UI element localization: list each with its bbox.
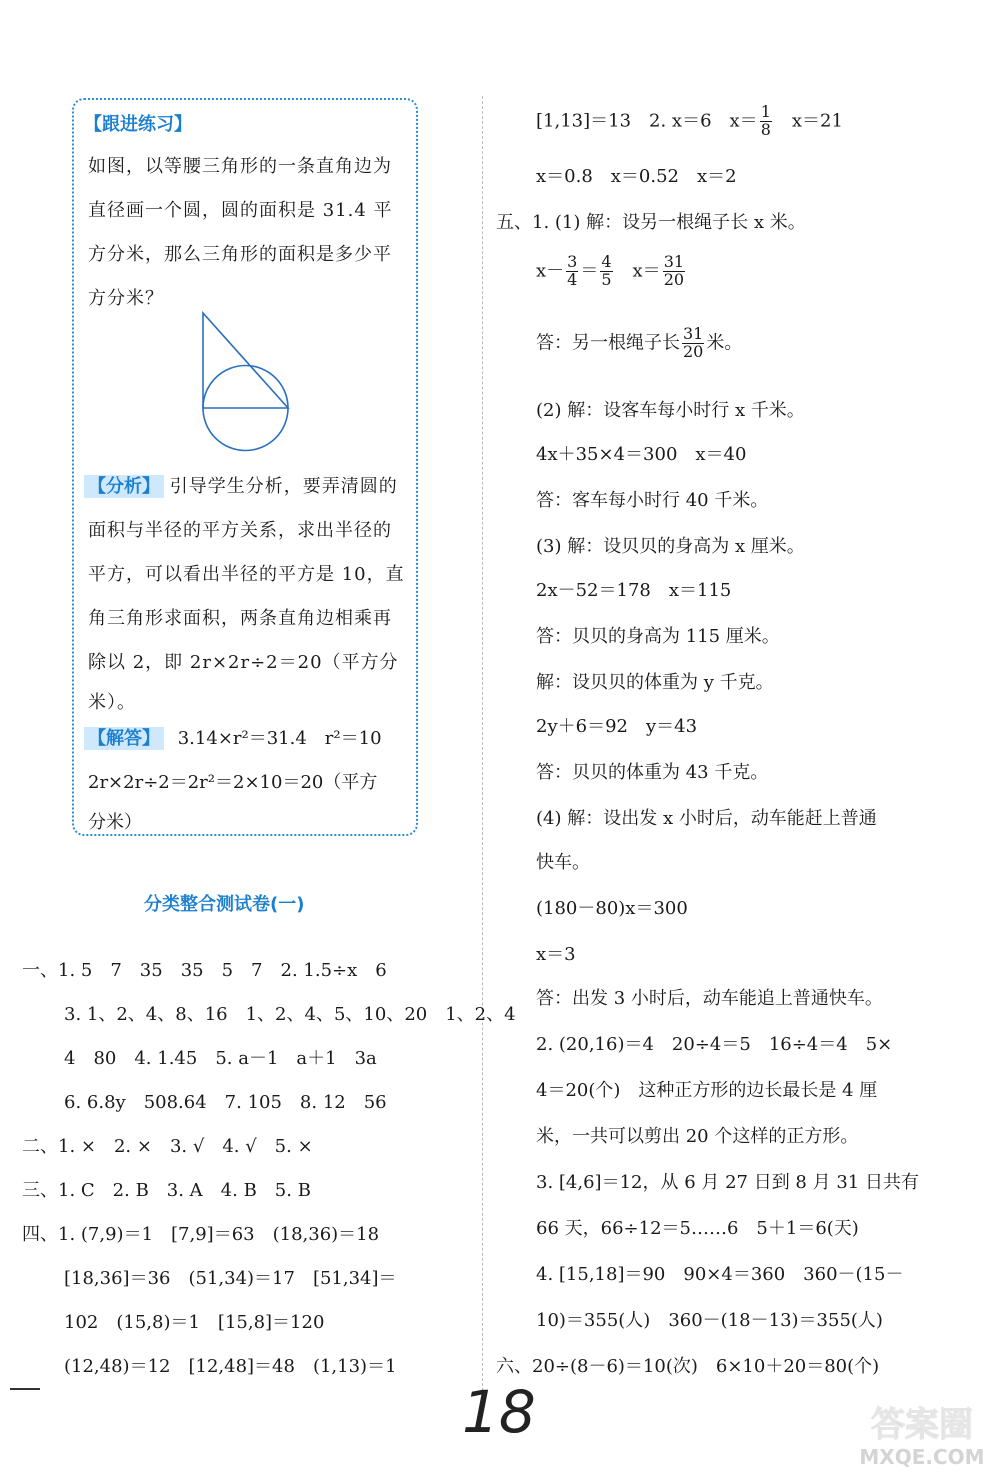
svg-text:答案圈: 答案圈 [871, 1405, 973, 1445]
answer-text: x＝21 [791, 110, 843, 132]
answer-line: 66 天，66÷12＝5……6 5＋1＝6(天) [536, 1218, 859, 1239]
practice-line: 如图，以等腰三角形的一条直角边为 [88, 156, 392, 177]
practice-line: 方分米？ [88, 288, 164, 309]
answer-line: 4 80 4. 1.45 5. a－1 a＋1 3a [64, 1048, 377, 1069]
answer-line-with-fraction [536, 104, 843, 139]
svg-text:MXQE.COM: MXQE.COM [859, 1445, 985, 1469]
fraction: $\frac{1}{8}$ [760, 102, 771, 139]
answer-line: 2r×2r÷2＝2r²＝2×10＝20（平方 [88, 772, 378, 793]
fraction: $\frac{31}{20}$ [663, 252, 685, 289]
answer-line: 2x－52＝178 x＝115 [536, 580, 732, 601]
answer-line: 快车。 [536, 852, 590, 873]
answer-line: 4. [15,18]＝90 90×4＝360 360－(15－ [536, 1264, 904, 1285]
answer-line: 六、20÷(8－6)＝10(次) 6×10＋20＝80(个) [496, 1356, 880, 1377]
watermark-graphic [852, 1400, 992, 1472]
answer-line: 10)＝355(人) 360－(18－13)＝355(人) [536, 1310, 883, 1331]
fraction: $\frac{31}{20}$ [683, 324, 704, 361]
answer-line: 3.14×r²＝31.4 r²＝10 [177, 728, 382, 749]
analysis-line: 除以 2，即 2r×2r÷2＝20（平方分 [88, 652, 399, 673]
answer-line: 二、1. × 2. × 3. √ 4. √ 5. × [22, 1136, 313, 1157]
analysis-line: 角三角形求面积，两条直角边相乘再 [88, 608, 392, 629]
answer-line: 答：出发 3 小时后，动车能追上普通快车。 [536, 988, 883, 1009]
practice-line: 方分米，那么三角形的面积是多少平 [88, 244, 392, 265]
equation-line: x－ $\frac{3}{4}$ ＝ $\frac{4}{5}$ x＝ $\frac{31}{20}$ [536, 252, 685, 289]
answer-line: 一、1. 5 7 35 35 5 7 2. 1.5÷x 6 [22, 960, 387, 981]
answer-line: 分米） [88, 812, 142, 833]
watermark-logo [852, 1400, 992, 1472]
corner-mark [10, 1388, 40, 1390]
answer-text: [1,13]＝13 2. x＝6 x＝ [536, 110, 758, 132]
answer-line-with-fraction: 答：另一根绳子长 $\frac{31}{20}$ 米。 [536, 324, 743, 361]
practice-title: 【跟进练习】 [84, 114, 192, 135]
answer-line: 解：设贝贝的体重为 y 千克。 [536, 672, 774, 693]
answer-line: (12,48)＝12 [12,48]＝48 (1,13)＝1 [64, 1356, 397, 1377]
fraction: $\frac{3}{4}$ [567, 252, 578, 289]
answer-line: (3) 解：设贝贝的身高为 x 厘米。 [536, 536, 805, 557]
analysis-tag: 【分析】 [84, 475, 164, 498]
answer-line: 三、1. C 2. B 3. A 4. B 5. B [22, 1180, 311, 1201]
answer-line: 102 (15,8)＝1 [15,8]＝120 [64, 1312, 325, 1333]
answer-block [84, 724, 382, 750]
answer-line: 4＝20(个) 这种正方形的边长最长是 4 厘 [536, 1080, 878, 1101]
analysis-line: 引导学生分析，要弄清圆的 [169, 476, 398, 497]
analysis-line: 平方，可以看出半径的平方是 10，直 [88, 564, 405, 585]
answer-line: x＝0.8 x＝0.52 x＝2 [536, 166, 737, 187]
analysis-line: 米）。 [88, 692, 136, 713]
practice-line: 直径画一个圆，圆的面积是 31.4 平 [88, 200, 393, 221]
answer-line: 五、1. (1) 解：设另一根绳子长 x 米。 [496, 212, 806, 233]
answer-line: 答：客车每小时行 40 千米。 [536, 490, 769, 511]
answer-line: 3. [4,6]＝12，从 6 月 27 日到 8 月 31 日共有 [536, 1172, 919, 1193]
answer-line: 答：贝贝的身高为 115 厘米。 [536, 626, 780, 647]
right-triangle [203, 313, 288, 408]
column-divider [482, 96, 483, 1396]
answer-line: 2y＋6＝92 y＝43 [536, 716, 698, 737]
answer-line: [18,36]＝36 (51,34)＝17 [51,34]＝ [64, 1268, 397, 1289]
answer-line: 6. 6.8y 508.64 7. 105 8. 12 56 [64, 1092, 387, 1113]
test-title: 分类整合测试卷(一) [144, 894, 305, 915]
answer-tag: 【解答】 [84, 727, 164, 750]
handwritten-page-number: 18 [462, 1378, 536, 1446]
analysis-block [84, 472, 398, 498]
answer-line: 米，一共可以剪出 20 个这样的正方形。 [536, 1126, 859, 1147]
answer-line: 4x＋35×4＝300 x＝40 [536, 444, 747, 465]
fraction: $\frac{4}{5}$ [601, 252, 612, 289]
analysis-line: 面积与半径的平方关系，求出半径的 [88, 520, 392, 541]
answer-line: (180－80)x＝300 [536, 898, 688, 919]
answer-line: (2) 解：设客车每小时行 x 千米。 [536, 400, 805, 421]
answer-line: 答：贝贝的体重为 43 千克。 [536, 762, 769, 783]
answer-line: 3. 1、2、4、8、16 1、2、4、5、10、20 1、2、4 [64, 1004, 516, 1025]
answer-line: 四、1. (7,9)＝1 [7,9]＝63 (18,36)＝18 [22, 1224, 380, 1245]
triangle-circle-figure [196, 308, 298, 456]
answer-line: 2. (20,16)＝4 20÷4＝5 16÷4＝4 5× [536, 1034, 893, 1055]
answer-line: x＝3 [536, 944, 576, 965]
answer-line: (4) 解：设出发 x 小时后，动车能赶上普通 [536, 808, 877, 829]
